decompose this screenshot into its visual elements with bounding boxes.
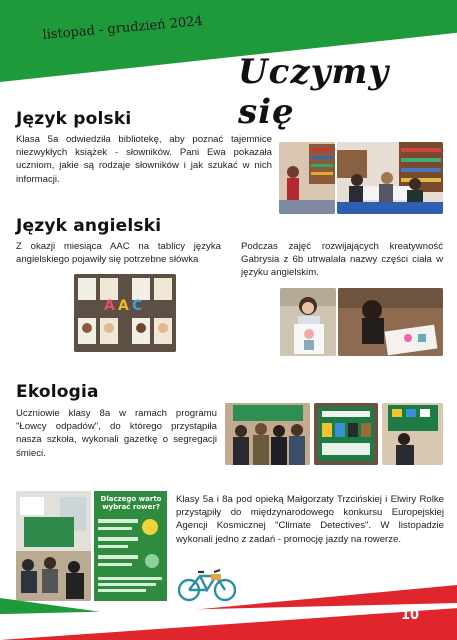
body-parts-photo-1 bbox=[280, 288, 336, 356]
library-photo-1 bbox=[279, 142, 335, 214]
svg-text:A: A bbox=[104, 298, 115, 314]
svg-text:C: C bbox=[132, 298, 143, 314]
header-date: listopad - grudzień 2024 bbox=[42, 14, 204, 43]
bicycle-icon bbox=[178, 566, 236, 602]
eco-poster-photo-2 bbox=[382, 403, 443, 465]
section-title-angielski: Język angielski bbox=[16, 216, 162, 236]
classroom-photo bbox=[16, 491, 91, 601]
aac-board-photo bbox=[74, 274, 176, 352]
bike-poster bbox=[94, 491, 167, 601]
section-title-polski: Język polski bbox=[16, 109, 132, 129]
library-photo-2 bbox=[337, 142, 443, 214]
bike-poster-title: Dlaczego warto wybrać rower? bbox=[100, 495, 162, 511]
section-text-ekologia: Uczniowie klasy 8a w ramach programu "Łowcy odpadów", do którego przystąpiła nasza szkoła, wykonali gazetkę o segregacji śmieci. bbox=[16, 408, 217, 459]
svg-text:A: A bbox=[118, 298, 129, 314]
section-text-angielski-left: Z okazji miesiąca AAC na tablicy języka angielskiego pojawiły się potrzebne słówka bbox=[16, 241, 221, 266]
section-text-rower: Klasy 5a i 8a pod opieką Małgorzaty Trzcińskiej i Elwiry Rolke przystąpiły do międzynarodowego konkursu Europejskiej Agencji Kosmicznej "Climate Detectives". W listopadzie wykonali jedno z zadań - promocję jazdy na rowerze. bbox=[176, 494, 444, 545]
page-number: 10 bbox=[401, 608, 420, 623]
section-text-angielski-right: Podczas zajęć rozwijających kreatywność Gabrysia z 6b utrwalała nazwy części ciała w języku angielskim. bbox=[241, 241, 443, 279]
eco-students-photo bbox=[225, 403, 310, 465]
page-title: Uczymy się bbox=[238, 52, 390, 132]
body-parts-photo-2 bbox=[338, 288, 443, 356]
bike-poster-graphic bbox=[94, 517, 167, 597]
section-text-polski: Klasa 5a odwiedziła bibliotekę, aby poznać tajemnice niezwykłych książek - słowników. Pani Ewa pokazała uczniom, jakie są rodzaje słowników i jak szukać w nich informacji. bbox=[16, 134, 272, 185]
eco-poster-photo-1 bbox=[314, 403, 378, 465]
section-title-ekologia: Ekologia bbox=[16, 382, 99, 402]
